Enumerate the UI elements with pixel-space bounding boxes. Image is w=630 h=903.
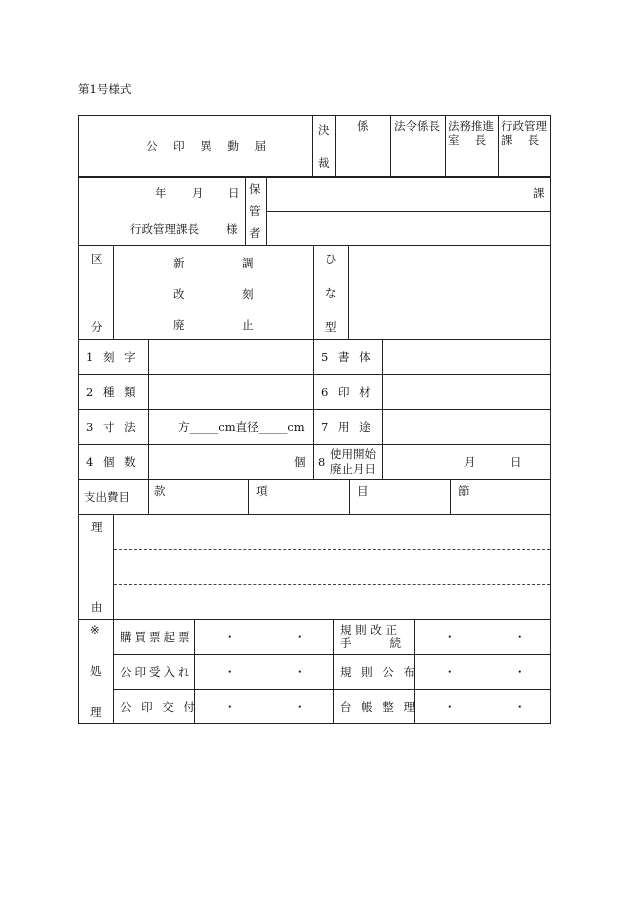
gyosei-label-bottom: 課 長 [501, 133, 540, 147]
houmu-label-top: 法務推進 [448, 119, 494, 133]
shori-row-1-right-bottom: 手 続 [340, 636, 402, 650]
kessai-label-bottom: 裁 [318, 156, 330, 170]
date-year-label: 年 [155, 186, 167, 200]
date-dot: ・ [294, 630, 306, 644]
kubun-label-bottom: 分 [91, 320, 103, 334]
date-dot: ・ [444, 665, 456, 679]
shori-row-1-left: 購買票起票 [120, 630, 193, 644]
inzai-label: 6 印 材 [321, 385, 374, 399]
date-dot: ・ [294, 700, 306, 714]
kan-label: 款 [154, 484, 166, 498]
riyu-label-top: 理 [91, 520, 103, 534]
setsu-label: 節 [458, 484, 470, 498]
yoto-label: 7 用 途 [321, 420, 374, 434]
hinagata-char-2: な [325, 286, 337, 300]
date-month-label: 月 [192, 186, 204, 200]
sunpo-value: 方_____cm直径_____cm [178, 420, 305, 434]
shiyo-kaishi-label: 使用開始 [330, 447, 376, 461]
kessai-label-top: 決 [318, 123, 330, 137]
shurui-label: 2 種 類 [86, 385, 139, 399]
addressee: 行政管理課長 [130, 222, 199, 236]
kosu-label: 4 個 数 [86, 455, 139, 469]
kosu-unit: 個 [294, 455, 306, 469]
date-day-label: 日 [228, 186, 240, 200]
kakari-label: 係 [357, 119, 369, 133]
date-dot: ・ [224, 665, 236, 679]
kubun-option-revise: 改 [173, 287, 185, 301]
date-dot: ・ [514, 700, 526, 714]
date-dot: ・ [294, 665, 306, 679]
shori-mark: ※ [90, 623, 100, 637]
date-dot: ・ [514, 630, 526, 644]
shori-row-3-left: 公 印 交 付 [120, 700, 198, 714]
kubun-option-new: 新 [173, 256, 185, 270]
no8-label: 8 [318, 455, 326, 469]
shishutsu-label: 支出費目 [84, 490, 130, 504]
kubun-option-revise-right: 刻 [242, 287, 254, 301]
moku-label: 目 [357, 484, 369, 498]
day-label: 日 [510, 455, 522, 469]
form-number: 第1号様式 [78, 82, 132, 96]
riyu-label-bottom: 由 [91, 600, 103, 614]
sunpo-label: 3 寸 法 [86, 420, 139, 434]
kubun-option-abolish: 廃 [173, 318, 185, 332]
ka-label: 課 [533, 186, 545, 200]
houmu-label-bottom: 室 長 [448, 133, 487, 147]
hokansha-char-2: 管 [249, 204, 261, 218]
date-dot: ・ [444, 700, 456, 714]
kubun-option-abolish-right: 止 [242, 318, 254, 332]
shori-row-2-right: 規 則 公 布 [340, 665, 418, 679]
form-title: 公 印 異 動 届 [146, 139, 273, 153]
shori-row-3-right: 台 帳 整 理 [340, 700, 418, 714]
shori-row-2-left: 公印受入れ [120, 665, 193, 679]
shori-label-mid: 処 [90, 664, 102, 678]
haishi-label: 廃止月日 [330, 462, 376, 476]
addressee-suffix: 様 [226, 222, 238, 236]
kubun-label-top: 区 [91, 252, 103, 266]
hinagata-char-1: ひ [325, 252, 337, 266]
kokuji-label: 1 刻 字 [86, 350, 139, 364]
date-dot: ・ [224, 700, 236, 714]
gyosei-label-top: 行政管理 [501, 119, 547, 133]
shori-row-1-right-top: 規 則 改 正 [340, 623, 397, 637]
kubun-option-new-right: 調 [242, 256, 254, 270]
hokansha-char-1: 保 [249, 182, 261, 196]
shotai-label: 5 書 体 [321, 350, 374, 364]
hinagata-char-3: 型 [325, 320, 337, 334]
date-dot: ・ [444, 630, 456, 644]
hokansha-char-3: 者 [249, 226, 261, 240]
month-label: 月 [464, 455, 476, 469]
date-dot: ・ [224, 630, 236, 644]
hourei-kakaricho-label: 法令係長 [394, 119, 440, 133]
date-dot: ・ [514, 665, 526, 679]
shori-label-bottom: 理 [90, 705, 102, 719]
ko-label: 項 [256, 484, 268, 498]
